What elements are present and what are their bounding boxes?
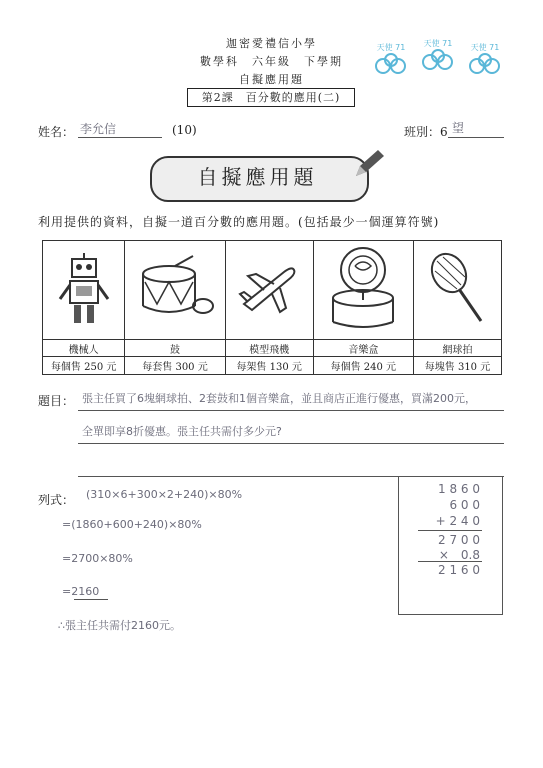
- working-step-2: =(1860+600+240)×80%: [62, 518, 202, 531]
- airplane-icon: [234, 254, 304, 324]
- calc-row-2: 6 0 0: [449, 498, 480, 512]
- drum-icon: [135, 254, 215, 324]
- title-banner: [150, 156, 365, 198]
- item-name: 鼓: [125, 340, 225, 357]
- name-value: 李允信: [80, 122, 117, 136]
- item-name: 機械人: [43, 340, 125, 357]
- stamp-text: 天使 71: [423, 39, 453, 48]
- item-price: 每塊售 310 元: [414, 357, 502, 375]
- item-image-cell: [313, 241, 413, 340]
- class-value: 望: [452, 121, 465, 135]
- item-image-cell: [43, 241, 125, 340]
- working-step-3: =2700×80%: [62, 552, 133, 565]
- calc-row-3: + 2 4 0: [435, 514, 480, 528]
- working-step-4: =2160: [62, 585, 100, 598]
- pencil-icon: [350, 146, 386, 186]
- calc-row-1: 1 8 6 0: [438, 482, 480, 496]
- subject-line: 數學科 六年級 下學期: [200, 55, 343, 68]
- robot-icon: [54, 249, 114, 329]
- item-image-cell: [225, 241, 313, 340]
- name-label: 姓名：: [38, 125, 75, 139]
- class-label: 班別：6: [404, 125, 448, 139]
- banner-title: 自擬應用題: [197, 165, 318, 189]
- item-name: 模型飛機: [225, 340, 313, 357]
- item-name: 網球拍: [414, 340, 502, 357]
- item-name: 音樂盒: [313, 340, 413, 357]
- item-price: 每個售 240 元: [313, 357, 413, 375]
- stamp-icon: [418, 39, 458, 72]
- stamp-text: 天使 71: [376, 43, 406, 52]
- item-price: 每架售 130 元: [225, 357, 313, 375]
- question-line-2: 全單即享8折優惠。張主任共需付多少元?: [82, 425, 282, 438]
- stamp-icon: [371, 43, 411, 76]
- question-label: 題目：: [38, 394, 75, 408]
- tennis-racket-icon: [423, 249, 493, 329]
- stamp-icon: [465, 43, 505, 76]
- calc-row-6: 2 1 6 0: [438, 563, 480, 577]
- calc-row-4: 2 7 0 0: [438, 533, 480, 547]
- calc-row-5: × 0.8: [438, 548, 480, 562]
- music-box-icon: [323, 244, 403, 334]
- school-name: 迦密愛禮信小學: [226, 37, 317, 50]
- instruction-text: 利用提供的資料，自擬一道百分數的應用題。(包括最少一個運算符號): [38, 215, 440, 229]
- student-number: (10): [172, 123, 197, 137]
- topic-title: 自擬應用題: [239, 73, 304, 86]
- question-line-1: 張主任買了6塊網球拍、2套鼓和1個音樂盒，並且商店正進行優惠，買滿200元，: [82, 392, 476, 405]
- working-conclusion: ∴張主任共需付2160元。: [58, 619, 181, 632]
- item-price: 每個售 250 元: [43, 357, 125, 375]
- working-label: 列式：: [38, 493, 75, 507]
- lesson-box: 第2課 百分數的應用(二): [187, 88, 355, 107]
- stamp-text: 天使 71: [470, 43, 500, 52]
- item-image-cell: [125, 241, 225, 340]
- item-image-cell: [414, 241, 502, 340]
- item-price: 每套售 300 元: [125, 357, 225, 375]
- items-table: [42, 240, 502, 375]
- working-step-1: (310×6+300×2+240)×80%: [86, 488, 243, 501]
